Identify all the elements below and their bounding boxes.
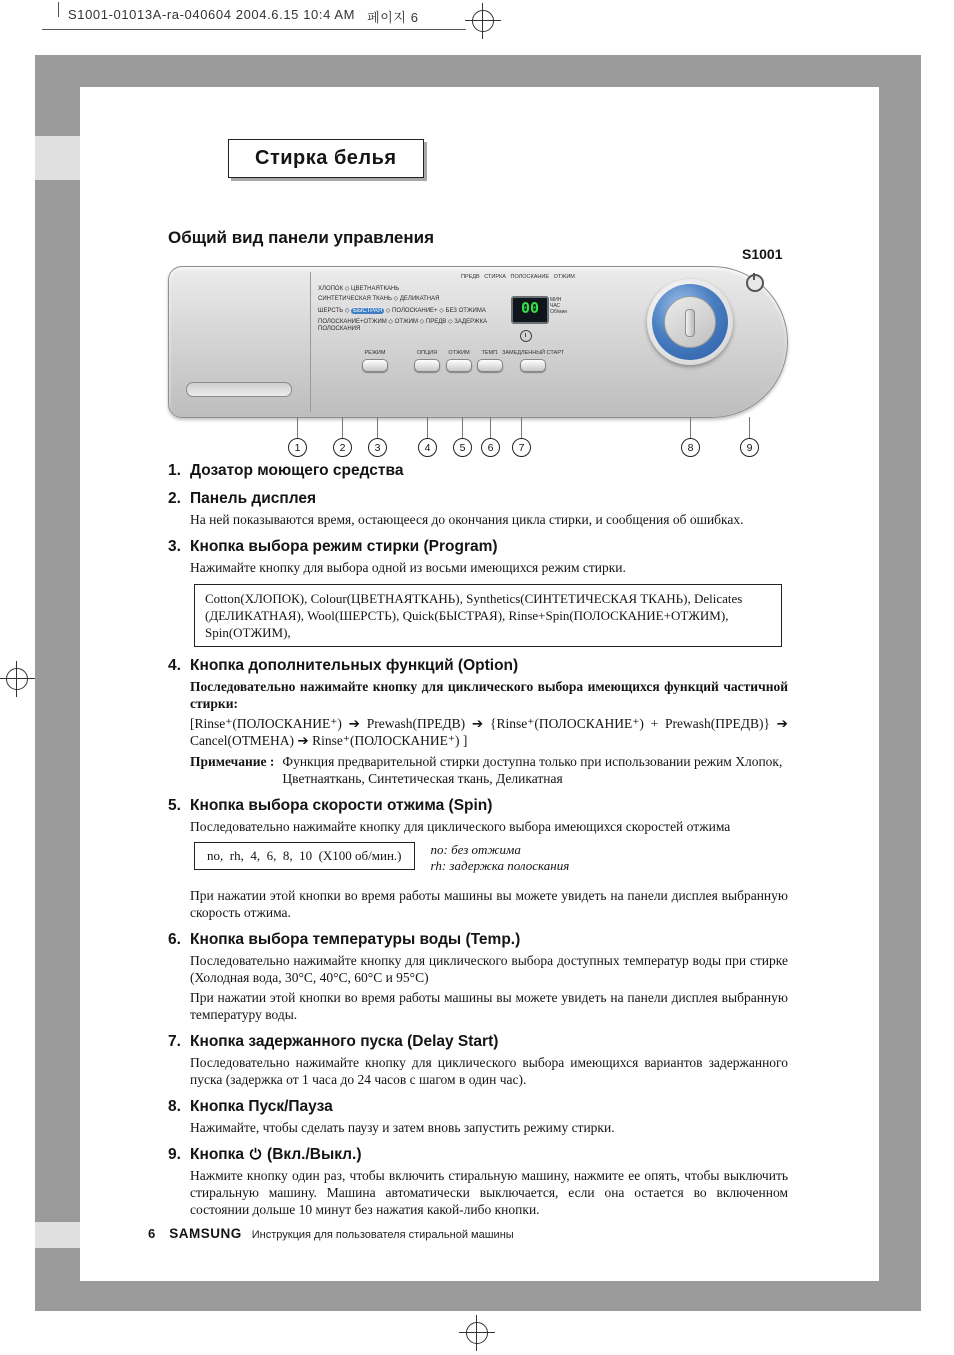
item-body: Нажимайте кнопку для выбора одной из восьми имеющихся режим стирки. [190, 560, 626, 575]
print-job-text: S1001-01013A-ra-040604 2004.6.15 10:4 AM [68, 7, 356, 22]
program-label-row-4: ПОЛОСКАНИЕ+ОТЖИМ ◇ ОТЖИМ ◇ ПРЕДВ ◇ ЗАДЕРЖКА ПОЛОСКАНИЯ [318, 319, 488, 332]
item-body: Последовательно нажимайте кнопку для циклического выбора имеющихся скоростей отжима [190, 819, 731, 834]
item-number: 9. [168, 1146, 181, 1163]
callout-number-7: 7 [512, 438, 531, 457]
item-title: Панель дисплея [190, 490, 317, 507]
led-display: 00 [511, 296, 549, 324]
print-page-marker: 페이지 6 [367, 10, 419, 25]
section-heading: Общий вид панели управления [168, 228, 434, 247]
callout-line [749, 417, 750, 438]
item-body: Последовательно нажимайте кнопку для циклического выбора доступных температур воды при стирке (Холодная вода, 30°C, 40°C, 60°C и 95°C) [190, 953, 788, 985]
item-title-prefix: Кнопка [190, 1146, 245, 1163]
item-program-button [168, 538, 790, 647]
note-text: Функция предварительной стирки доступна только при использовании режим Хлопок, Цветнаяткань, Синтетическая ткань, Деликатная [282, 754, 783, 786]
callout-number-8: 8 [681, 438, 700, 457]
item-title: Кнопка задержанного пуска (Delay Start) [190, 1033, 499, 1050]
item-body-2: При нажатии этой кнопки во время работы машины вы можете увидеть на панели дисплея выбранную температуру воды. [190, 990, 788, 1022]
item-body: Нажимайте, чтобы сделать паузу и затем вновь запустить режиму стирки. [190, 1120, 615, 1135]
spin-speed-box: no, rh, 4, 6, 8, 10 (X100 об/мин.) [194, 842, 415, 870]
callout-number-1: 1 [288, 438, 307, 457]
item-display-panel [168, 490, 790, 528]
callout-line [377, 417, 378, 438]
footer-text: Инструкция для пользователя стиральной машины [251, 1229, 514, 1241]
item-number: 6. [168, 931, 181, 948]
registration-mark-bottom [459, 1315, 495, 1351]
chapter-title-box [228, 139, 424, 178]
callout-number-9: 9 [740, 438, 759, 457]
start-pause-dial [647, 279, 733, 365]
power-icon [249, 1147, 262, 1160]
chapter-title: Стирка белья [255, 147, 397, 169]
display-unit-labels: МИН ЧАС Об/мин [550, 297, 568, 315]
callout-line [427, 417, 428, 438]
item-temp-button [168, 931, 790, 1023]
quick-program-highlight: БЫСТРАЯ [353, 308, 383, 314]
option-button [414, 359, 440, 372]
item-number: 3. [168, 538, 181, 555]
temp-button-group: ТЕМП. [470, 350, 510, 372]
callout-number-2: 2 [333, 438, 352, 457]
registration-mark-top [465, 3, 501, 39]
callout-number-4: 4 [418, 438, 437, 457]
item-power-button [168, 1146, 790, 1218]
item-detergent-dispenser [168, 462, 790, 480]
delay-start-button [520, 359, 546, 372]
spin-button-group: ОТЖИМ [439, 350, 479, 372]
print-proof-header [68, 7, 419, 26]
spin-speed-notes: no: без отжима rh: задержка полоскания [430, 842, 570, 873]
cycle-phase-labels: ПРЕДВ СТИРКА ПОЛОСКАНИЕ ОТЖИМ [461, 274, 575, 280]
item-title: Кнопка выбора режим стирки (Program) [190, 538, 498, 555]
item-title-suffix: (Вкл./Выкл.) [267, 1146, 362, 1163]
item-delay-start-button [168, 1033, 790, 1088]
item-number: 8. [168, 1098, 181, 1115]
note-block [190, 753, 788, 787]
power-button-illustration [746, 274, 764, 292]
item-title: Кнопка выбора температуры воды (Temp.) [190, 931, 521, 948]
delay-clock-icon [520, 330, 532, 342]
item-title: Кнопка дополнительных функций (Option) [190, 657, 519, 674]
item-body: Нажмите кнопку один раз, чтобы включить стиральную машину, нажмите ее опять, чтобы выключить стиральную машину. Машина автоматически выключается, если она остается во включенном состоянии дольше 10 минут без нажатия какой-либо кнопки. [190, 1168, 788, 1217]
spin-button [446, 359, 472, 372]
item-body-2: При нажатии этой кнопки во время работы машины вы можете увидеть на панели дисплея выбранную скорость отжима. [190, 888, 788, 920]
program-button [362, 359, 388, 372]
control-panel-illustration [168, 266, 788, 418]
samsung-wordmark: SAMSUNG [169, 1226, 242, 1241]
manual-content [168, 462, 790, 1218]
model-label: S1001 [742, 246, 783, 262]
footer-page-number: 6 [148, 1226, 156, 1241]
item-title: Кнопка выбора скорости отжима (Spin) [190, 797, 493, 814]
program-list-box: Cotton(ХЛОПОК), Colour(ЦВЕТНАЯТКАНЬ), Synthetics(СИНТЕТИЧЕСКАЯ ТКАНЬ), Delicates (ДЕЛИКАТНАЯ), Wool(ШЕРСТЬ), Quick(БЫСТРАЯ), Rinse+Spin(ПОЛОСКАНИЕ+ОТЖИМ), Spin(ОТЖИМ), [194, 584, 782, 647]
crop-mark [58, 2, 59, 17]
item-start-pause-button [168, 1098, 790, 1136]
spin-speed-row [194, 842, 790, 874]
callout-number-5: 5 [453, 438, 472, 457]
callout-line [462, 417, 463, 438]
program-label-row-2: СИНТЕТИЧЕСКАЯ ТКАНЬ ◇ ДЕЛИКАТНАЯ [318, 296, 440, 302]
callout-line [521, 417, 522, 438]
detergent-drawer-handle [186, 382, 292, 397]
item-body: На ней показываются время, остающееся до окончания цикла стирки, и сообщения об ошибках. [190, 512, 744, 527]
item-body: Последовательно нажимайте кнопку для циклического выбора имеющихся вариантов задержанного пуска (задержка от 1 часа до 24 часов с шагом в один час). [190, 1055, 788, 1087]
callout-number-3: 3 [368, 438, 387, 457]
item-number: 2. [168, 490, 181, 507]
program-button-group: РЕЖИМ [355, 350, 395, 372]
option-button-group: ОПЦИЯ [407, 350, 447, 372]
callout-line [490, 417, 491, 438]
item-number: 4. [168, 657, 181, 674]
item-number: 7. [168, 1033, 181, 1050]
option-sequence: [Rinse⁺(ПОЛОСКАНИЕ⁺) ➔ Prewash(ПРЕДВ) ➔ {Rinse⁺(ПОЛОСКАНИЕ⁺) + Prewash(ПРЕДВ)} ➔ Cancel(ОТМЕНА) ➔ Rinse⁺(ПОЛОСКАНИЕ⁺) ] [190, 716, 788, 748]
item-option-button [168, 657, 790, 787]
registration-mark-left [0, 661, 35, 697]
program-label-row-3: ШЕРСТЬ ◇ БЫСТРАЯ ◇ ПОЛОСКАНИЕ+ ◇ БЕЗ ОТЖИМА [318, 308, 486, 314]
detergent-drawer-divider [310, 272, 311, 412]
note-label: Примечание : [190, 754, 275, 769]
callout-line [342, 417, 343, 438]
dial-handle [685, 309, 695, 337]
item-title: Кнопка Пуск/Пауза [190, 1098, 333, 1115]
item-lead: Последовательно нажимайте кнопку для циклического выбора имеющихся функций частичной стирки: [190, 679, 788, 711]
item-spin-button [168, 797, 790, 921]
callout-number-6: 6 [481, 438, 500, 457]
program-label-row-1: ХЛОПОК ◇ ЦВЕТНАЯТКАНЬ [318, 286, 400, 292]
item-number: 1. [168, 462, 181, 479]
item-title: Дозатор моющего средства [190, 462, 404, 479]
header-rule [42, 29, 466, 30]
delay-start-button-group: ЗАМЕДЛЕННЫЙ СТАРТ [496, 350, 570, 372]
callout-line [690, 417, 691, 438]
item-number: 5. [168, 797, 181, 814]
page-footer [148, 1226, 514, 1241]
callout-line [297, 417, 298, 438]
